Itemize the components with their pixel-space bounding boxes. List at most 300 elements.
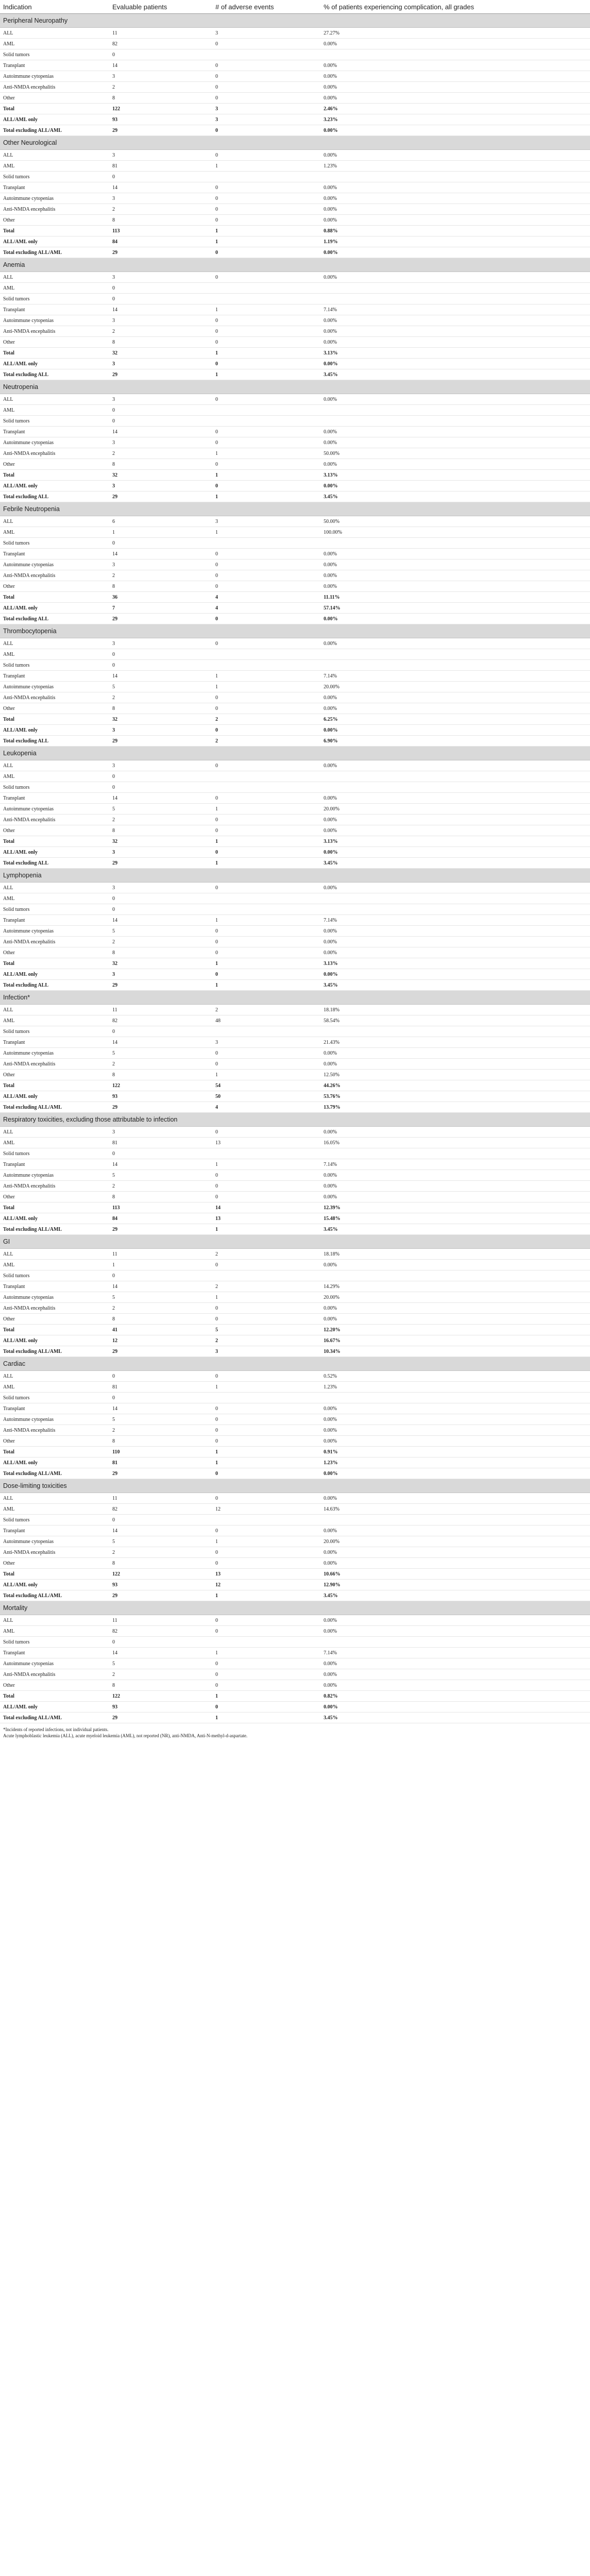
adverse-events-cell: 2 (212, 1281, 321, 1292)
evaluable-patients-cell: 0 (109, 294, 212, 304)
table-row (0, 1393, 590, 1403)
adverse-events-cell: 12 (212, 1504, 321, 1515)
section-title: Infection* (0, 991, 590, 1005)
row-label: AML (0, 1626, 109, 1637)
evaluable-patients-cell: 0 (109, 660, 212, 671)
table-row (0, 714, 590, 725)
percent-cell (321, 283, 590, 294)
adverse-events-cell (212, 1270, 321, 1281)
percent-cell: 0.00% (321, 1192, 590, 1202)
adverse-events-cell: 0 (212, 825, 321, 836)
table-row (0, 1615, 590, 1626)
table-row (0, 1202, 590, 1213)
evaluable-patients-cell: 11 (109, 1493, 212, 1504)
table-row (0, 236, 590, 247)
header-evaluable-patients: Evaluable patients (109, 0, 212, 14)
adverse-events-cell: 1 (212, 836, 321, 847)
percent-cell: 12.20% (321, 1325, 590, 1335)
percent-cell: 0.52% (321, 1371, 590, 1382)
table-row (0, 1590, 590, 1601)
section-header-row (0, 1357, 590, 1371)
percent-cell: 0.00% (321, 481, 590, 492)
row-label: Solid tumors (0, 1026, 109, 1037)
adverse-events-cell: 1 (212, 1536, 321, 1547)
percent-cell: 3.45% (321, 858, 590, 869)
row-label: ALL/AML only (0, 481, 109, 492)
percent-cell: 0.00% (321, 883, 590, 893)
section-header-row (0, 258, 590, 272)
percent-cell: 1.23% (321, 1458, 590, 1468)
row-label: AML (0, 405, 109, 416)
evaluable-patients-cell: 0 (109, 649, 212, 660)
evaluable-patients-cell: 8 (109, 703, 212, 714)
row-label: ALL (0, 394, 109, 405)
percent-cell (321, 538, 590, 549)
section-title: Thrombocytopenia (0, 624, 590, 638)
table-row (0, 549, 590, 560)
table-row (0, 858, 590, 869)
row-label: ALL (0, 516, 109, 527)
row-label: Autoimmune cytopenias (0, 1658, 109, 1669)
evaluable-patients-cell: 8 (109, 1192, 212, 1202)
percent-cell: 57.14% (321, 603, 590, 614)
evaluable-patients-cell: 2 (109, 1425, 212, 1436)
adverse-events-cell: 1 (212, 1713, 321, 1723)
adverse-events-cell: 3 (212, 1346, 321, 1357)
evaluable-patients-cell: 8 (109, 1680, 212, 1691)
percent-cell: 0.00% (321, 570, 590, 581)
adverse-events-cell: 48 (212, 1015, 321, 1026)
row-label: Autoimmune cytopenias (0, 1414, 109, 1425)
row-label: Other (0, 947, 109, 958)
row-label: Autoimmune cytopenias (0, 71, 109, 82)
table-row (0, 1181, 590, 1192)
evaluable-patients-cell: 14 (109, 304, 212, 315)
row-label: Other (0, 1192, 109, 1202)
section-title: Peripheral Neuropathy (0, 14, 590, 28)
row-label: Total excluding ALL/AML (0, 1346, 109, 1357)
row-label: Other (0, 703, 109, 714)
adverse-events-cell: 0 (212, 1048, 321, 1059)
percent-cell: 0.00% (321, 125, 590, 136)
percent-cell: 0.00% (321, 1414, 590, 1425)
adverse-events-cell: 0 (212, 193, 321, 204)
row-label: Anti-NMDA encephalitis (0, 692, 109, 703)
row-label: Transplant (0, 304, 109, 315)
table-row (0, 603, 590, 614)
percent-cell: 7.14% (321, 915, 590, 926)
row-label: ALL/AML only (0, 1580, 109, 1590)
table-row (0, 437, 590, 448)
row-label: Solid tumors (0, 1393, 109, 1403)
evaluable-patients-cell: 11 (109, 1249, 212, 1260)
percent-cell: 12.90% (321, 1580, 590, 1590)
table-row (0, 736, 590, 747)
evaluable-patients-cell: 11 (109, 1615, 212, 1626)
percent-cell: 0.00% (321, 215, 590, 226)
adverse-events-cell: 0 (212, 638, 321, 649)
row-label: Other (0, 337, 109, 348)
adverse-events-cell: 0 (212, 315, 321, 326)
row-label: Total (0, 1080, 109, 1091)
evaluable-patients-cell: 0 (109, 1515, 212, 1526)
row-label: Total (0, 592, 109, 603)
row-label: Other (0, 215, 109, 226)
row-label: Total (0, 1569, 109, 1580)
footnote: Acute lymphoblastic leukemia (ALL), acute myeloid leukemia (AML), not reported (NR), anti-NMDA, Anti-N-methyl-d-aspartate. (3, 1733, 248, 1738)
row-label: Total excluding ALL (0, 614, 109, 624)
evaluable-patients-cell: 113 (109, 1202, 212, 1213)
evaluable-patients-cell: 2 (109, 82, 212, 93)
row-label: Anti-NMDA encephalitis (0, 1669, 109, 1680)
adverse-events-cell: 0 (212, 1170, 321, 1181)
adverse-events-cell: 0 (212, 204, 321, 215)
table-row (0, 1249, 590, 1260)
row-label: Solid tumors (0, 49, 109, 60)
row-label: AML (0, 1504, 109, 1515)
evaluable-patients-cell: 3 (109, 760, 212, 771)
percent-cell (321, 1515, 590, 1526)
evaluable-patients-cell: 11 (109, 28, 212, 39)
table-row (0, 570, 590, 581)
evaluable-patients-cell: 14 (109, 427, 212, 437)
adverse-events-cell: 1 (212, 348, 321, 359)
row-label: Anti-NMDA encephalitis (0, 815, 109, 825)
evaluable-patients-cell: 8 (109, 215, 212, 226)
section-header-row (0, 747, 590, 760)
row-label: ALL (0, 1249, 109, 1260)
header-percent-patients: % of patients experiencing complication, all grades (321, 0, 590, 14)
row-label: Total (0, 836, 109, 847)
table-row (0, 947, 590, 958)
percent-cell: 0.00% (321, 1526, 590, 1536)
percent-cell: 100.00% (321, 527, 590, 538)
percent-cell: 18.18% (321, 1005, 590, 1015)
evaluable-patients-cell: 93 (109, 1702, 212, 1713)
evaluable-patients-cell: 93 (109, 1091, 212, 1102)
adverse-events-cell: 0 (212, 1702, 321, 1713)
percent-cell: 0.00% (321, 337, 590, 348)
adverse-events-cell: 1 (212, 1159, 321, 1170)
evaluable-patients-cell: 11 (109, 1005, 212, 1015)
table-row (0, 782, 590, 793)
evaluable-patients-cell: 2 (109, 692, 212, 703)
evaluable-patients-cell: 32 (109, 348, 212, 359)
evaluable-patients-cell: 14 (109, 182, 212, 193)
table-row (0, 1669, 590, 1680)
evaluable-patients-cell: 2 (109, 326, 212, 337)
evaluable-patients-cell: 2 (109, 1547, 212, 1558)
table-row (0, 915, 590, 926)
table-row (0, 1637, 590, 1648)
adverse-events-cell: 0 (212, 549, 321, 560)
adverse-events-cell: 0 (212, 947, 321, 958)
table-row (0, 1148, 590, 1159)
table-row (0, 1127, 590, 1138)
footnotes (0, 1723, 590, 1743)
evaluable-patients-cell: 29 (109, 1346, 212, 1357)
table-row (0, 172, 590, 182)
evaluable-patients-cell: 110 (109, 1447, 212, 1458)
table-row (0, 1292, 590, 1303)
evaluable-patients-cell: 3 (109, 638, 212, 649)
row-label: Transplant (0, 60, 109, 71)
table-row (0, 1260, 590, 1270)
evaluable-patients-cell: 12 (109, 1335, 212, 1346)
adverse-events-cell: 1 (212, 1458, 321, 1468)
percent-cell: 3.45% (321, 1224, 590, 1235)
row-label: Transplant (0, 1037, 109, 1048)
adverse-events-cell: 0 (212, 1558, 321, 1569)
evaluable-patients-cell: 8 (109, 1314, 212, 1325)
table-row (0, 1371, 590, 1382)
evaluable-patients-cell: 29 (109, 858, 212, 869)
evaluable-patients-cell: 5 (109, 1292, 212, 1303)
percent-cell: 0.00% (321, 1669, 590, 1680)
percent-cell: 20.00% (321, 1292, 590, 1303)
row-label: Other (0, 93, 109, 104)
percent-cell: 0.00% (321, 1403, 590, 1414)
table-row (0, 182, 590, 193)
table-row (0, 150, 590, 161)
evaluable-patients-cell: 3 (109, 969, 212, 980)
row-label: Transplant (0, 915, 109, 926)
row-label: ALL/AML only (0, 114, 109, 125)
percent-cell: 0.00% (321, 182, 590, 193)
adverse-events-cell: 0 (212, 969, 321, 980)
row-label: ALL (0, 28, 109, 39)
row-label: ALL/AML only (0, 1335, 109, 1346)
evaluable-patients-cell: 14 (109, 1648, 212, 1658)
evaluable-patients-cell: 113 (109, 226, 212, 236)
table-row (0, 1048, 590, 1059)
percent-cell: 0.00% (321, 1615, 590, 1626)
row-label: Anti-NMDA encephalitis (0, 1059, 109, 1070)
percent-cell: 0.00% (321, 71, 590, 82)
adverse-events-cell: 0 (212, 437, 321, 448)
adverse-events-cell: 0 (212, 570, 321, 581)
adverse-events-cell: 4 (212, 603, 321, 614)
row-label: Total (0, 348, 109, 359)
table-row (0, 815, 590, 825)
adverse-events-cell: 1 (212, 470, 321, 481)
adverse-events-cell: 1 (212, 804, 321, 815)
row-label: Total (0, 1202, 109, 1213)
evaluable-patients-cell: 14 (109, 793, 212, 804)
table-row (0, 337, 590, 348)
row-label: ALL/AML only (0, 725, 109, 736)
percent-cell: 0.00% (321, 638, 590, 649)
table-row (0, 1070, 590, 1080)
row-label: AML (0, 1382, 109, 1393)
row-label: ALL (0, 1127, 109, 1138)
evaluable-patients-cell: 3 (109, 847, 212, 858)
table-row (0, 1138, 590, 1148)
table-row (0, 1580, 590, 1590)
evaluable-patients-cell: 8 (109, 947, 212, 958)
percent-cell: 0.00% (321, 60, 590, 71)
percent-cell (321, 1393, 590, 1403)
evaluable-patients-cell: 2 (109, 570, 212, 581)
row-label: Autoimmune cytopenias (0, 315, 109, 326)
table-body (0, 14, 590, 1723)
table-row (0, 459, 590, 470)
evaluable-patients-cell: 0 (109, 1148, 212, 1159)
row-label: Solid tumors (0, 416, 109, 427)
table-row (0, 104, 590, 114)
evaluable-patients-cell: 8 (109, 337, 212, 348)
evaluable-patients-cell: 29 (109, 1102, 212, 1113)
adverse-events-cell (212, 649, 321, 660)
percent-cell (321, 49, 590, 60)
row-label: Anti-NMDA encephalitis (0, 570, 109, 581)
table-row (0, 1493, 590, 1504)
row-label: Transplant (0, 1648, 109, 1658)
percent-cell: 0.00% (321, 1558, 590, 1569)
adverse-events-cell: 0 (212, 60, 321, 71)
adverse-events-cell: 0 (212, 459, 321, 470)
evaluable-patients-cell: 81 (109, 1138, 212, 1148)
row-label: Anti-NMDA encephalitis (0, 1303, 109, 1314)
table-row (0, 1335, 590, 1346)
evaluable-patients-cell: 29 (109, 247, 212, 258)
row-label: ALL (0, 1615, 109, 1626)
row-label: AML (0, 283, 109, 294)
row-label: Total excluding ALL/AML (0, 1102, 109, 1113)
adverse-events-cell: 1 (212, 492, 321, 502)
adverse-events-cell: 1 (212, 161, 321, 172)
table-row (0, 958, 590, 969)
adverse-events-cell: 0 (212, 1680, 321, 1691)
evaluable-patients-cell: 82 (109, 1626, 212, 1637)
section-title: Lymphopenia (0, 869, 590, 883)
table-row (0, 937, 590, 947)
table-row (0, 215, 590, 226)
percent-cell: 0.00% (321, 193, 590, 204)
table-row (0, 1170, 590, 1181)
table-row (0, 1346, 590, 1357)
adverse-events-cell: 0 (212, 1626, 321, 1637)
table-row (0, 516, 590, 527)
table-row (0, 1504, 590, 1515)
table-row (0, 793, 590, 804)
adverse-events-cell: 3 (212, 28, 321, 39)
table-row (0, 1414, 590, 1425)
percent-cell: 3.45% (321, 980, 590, 991)
table-row (0, 448, 590, 459)
table-row (0, 1325, 590, 1335)
percent-cell: 0.00% (321, 427, 590, 437)
row-label: Total (0, 1691, 109, 1702)
evaluable-patients-cell: 5 (109, 1170, 212, 1181)
adverse-events-cell: 0 (212, 394, 321, 405)
adverse-events-cell: 1 (212, 958, 321, 969)
evaluable-patients-cell: 3 (109, 359, 212, 369)
evaluable-patients-cell: 122 (109, 1569, 212, 1580)
percent-cell: 11.11% (321, 592, 590, 603)
table-row (0, 294, 590, 304)
table-row (0, 1702, 590, 1713)
adverse-events-cell: 0 (212, 1658, 321, 1669)
row-label: AML (0, 771, 109, 782)
row-label: Total excluding ALL (0, 492, 109, 502)
table-row (0, 470, 590, 481)
adverse-events-cell: 0 (212, 1127, 321, 1138)
table-row (0, 980, 590, 991)
adverse-events-cell: 2 (212, 1335, 321, 1346)
evaluable-patients-cell: 32 (109, 958, 212, 969)
table-row (0, 538, 590, 549)
percent-cell: 0.00% (321, 760, 590, 771)
percent-cell (321, 416, 590, 427)
percent-cell: 16.05% (321, 1138, 590, 1148)
adverse-events-cell (212, 1026, 321, 1037)
table-row (0, 1458, 590, 1468)
table-row (0, 1213, 590, 1224)
table-row (0, 1005, 590, 1015)
percent-cell: 0.00% (321, 93, 590, 104)
evaluable-patients-cell: 81 (109, 1458, 212, 1468)
evaluable-patients-cell: 0 (109, 1026, 212, 1037)
evaluable-patients-cell: 0 (109, 283, 212, 294)
percent-cell (321, 294, 590, 304)
row-label: ALL/AML only (0, 847, 109, 858)
evaluable-patients-cell: 122 (109, 1691, 212, 1702)
table-row (0, 671, 590, 682)
evaluable-patients-cell: 5 (109, 1658, 212, 1669)
table-row (0, 703, 590, 714)
evaluable-patients-cell: 36 (109, 592, 212, 603)
adverse-events-cell: 0 (212, 725, 321, 736)
percent-cell: 6.25% (321, 714, 590, 725)
evaluable-patients-cell: 122 (109, 1080, 212, 1091)
percent-cell (321, 1148, 590, 1159)
adverse-events-cell: 0 (212, 1403, 321, 1414)
row-label: Solid tumors (0, 782, 109, 793)
adverse-events-cell: 0 (212, 182, 321, 193)
percent-cell: 16.67% (321, 1335, 590, 1346)
evaluable-patients-cell: 2 (109, 815, 212, 825)
evaluable-patients-cell: 3 (109, 437, 212, 448)
row-label: Other (0, 1314, 109, 1325)
table-row (0, 904, 590, 915)
adverse-events-cell: 3 (212, 1037, 321, 1048)
table-row (0, 394, 590, 405)
table-row (0, 93, 590, 104)
evaluable-patients-cell: 2 (109, 1059, 212, 1070)
row-label: Other (0, 1680, 109, 1691)
row-label: ALL/AML only (0, 236, 109, 247)
table-row (0, 1270, 590, 1281)
row-label: ALL/AML only (0, 603, 109, 614)
table-row (0, 649, 590, 660)
table-row (0, 1159, 590, 1170)
evaluable-patients-cell: 0 (109, 172, 212, 182)
percent-cell: 3.13% (321, 958, 590, 969)
evaluable-patients-cell: 14 (109, 1526, 212, 1536)
adverse-events-cell: 0 (212, 150, 321, 161)
percent-cell: 0.00% (321, 437, 590, 448)
percent-cell: 0.00% (321, 614, 590, 624)
percent-cell (321, 172, 590, 182)
row-label: ALL (0, 638, 109, 649)
adverse-events-cell: 1 (212, 527, 321, 538)
table-row (0, 1314, 590, 1325)
table-row (0, 481, 590, 492)
table-row (0, 660, 590, 671)
percent-cell: 0.00% (321, 150, 590, 161)
adverse-events-cell: 1 (212, 236, 321, 247)
